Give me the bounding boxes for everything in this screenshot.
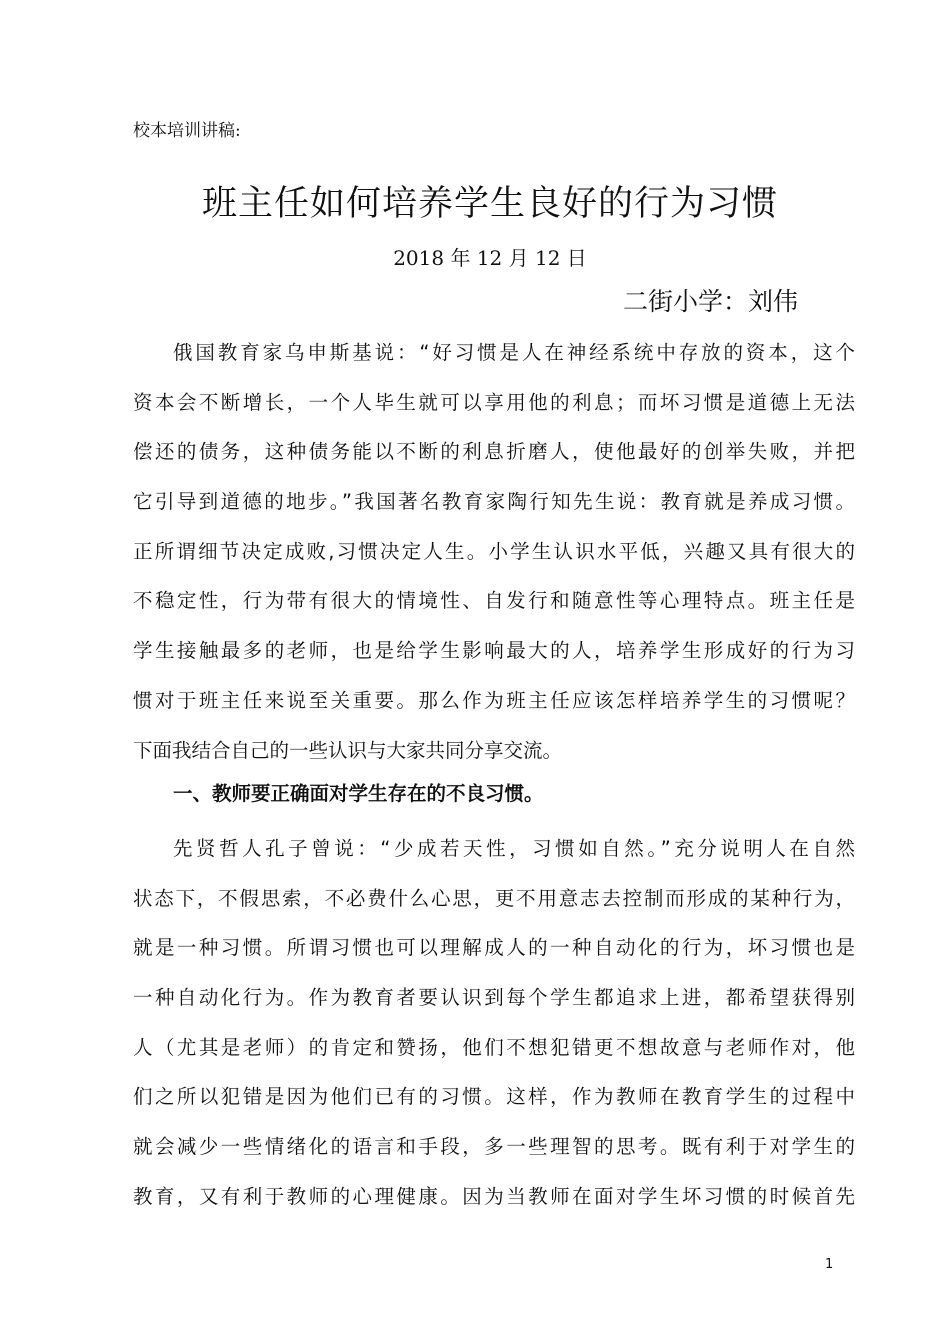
paragraph-line: 惯对于班主任来说至关重要。那么作为班主任应该怎样培养学生的习惯呢？ (133, 688, 855, 712)
paragraph-line: 正所谓细节决定成败,习惯决定人生。小学生认识水平低，兴趣又具有很大的 (133, 539, 855, 563)
header-label: 校本培训讲稿: (133, 121, 241, 141)
paragraph-line: 状态下，不假思索，不必费什么心思，更不用意志去控制而形成的某种行为， (133, 886, 855, 910)
page-number: 1 (825, 1257, 834, 1272)
paragraph-2 (133, 824, 855, 1222)
paragraph-line: 下面我结合自己的一些认识与大家共同分享交流。 (133, 738, 563, 762)
paragraph-line: 偿还的债务，这种债务能以不断的利息折磨人，使他最好的创举失败，并把 (133, 440, 855, 464)
paragraph-line: 资本会不断增长，一个人毕生就可以享用他的利息；而坏习惯是道德上无法 (133, 390, 855, 414)
paragraph-line: 它引导到道德的地步。”我国著名教育家陶行知先生说：教育就是养成习惯。 (133, 490, 855, 514)
document-author: 二街小学：刘伟 (623, 287, 799, 316)
paragraph-line: 不稳定性，行为带有很大的情境性、自发行和随意性等心理特点。班主任是 (133, 589, 855, 613)
paragraph-line: 俄国教育家乌申斯基说：“好习惯是人在神经系统中存放的资本，这个 (173, 341, 855, 364)
paragraph-line: 先贤哲人孔子曾说：“少成若天性，习惯如自然。”充分说明人在自然 (173, 837, 855, 860)
section-heading: 一、教师要正确面对学生存在的不良习惯。 (173, 782, 544, 805)
paragraph-line: 教育，又有利于教师的心理健康。因为当教师在面对学生坏习惯的时候首先 (133, 1184, 855, 1208)
paragraph-line: 学生接触最多的老师，也是给学生影响最大的人，培养学生形成好的行为习 (133, 639, 855, 663)
paragraph-line: 就会减少一些情绪化的语言和手段，多一些理智的思考。既有利于对学生的 (133, 1135, 855, 1159)
paragraph-1 (133, 328, 855, 775)
paragraph-line: 就是一种习惯。所谓习惯也可以理解成人的一种自动化的行为，坏习惯也是 (133, 936, 855, 960)
paragraph-line: 人（尤其是老师）的肯定和赞扬，他们不想犯错更不想故意与老师作对，他 (133, 1035, 855, 1059)
paragraph-line: 一种自动化行为。作为教育者要认识到每个学生都追求上进，都希望获得别 (133, 986, 855, 1010)
paragraph-line: 们之所以犯错是因为他们已有的习惯。这样，作为教师在教育学生的过程中 (133, 1085, 855, 1109)
document-title: 班主任如何培养学生良好的行为习惯 (201, 184, 778, 224)
document-date: 2018 年 12 月 12 日 (393, 246, 587, 270)
